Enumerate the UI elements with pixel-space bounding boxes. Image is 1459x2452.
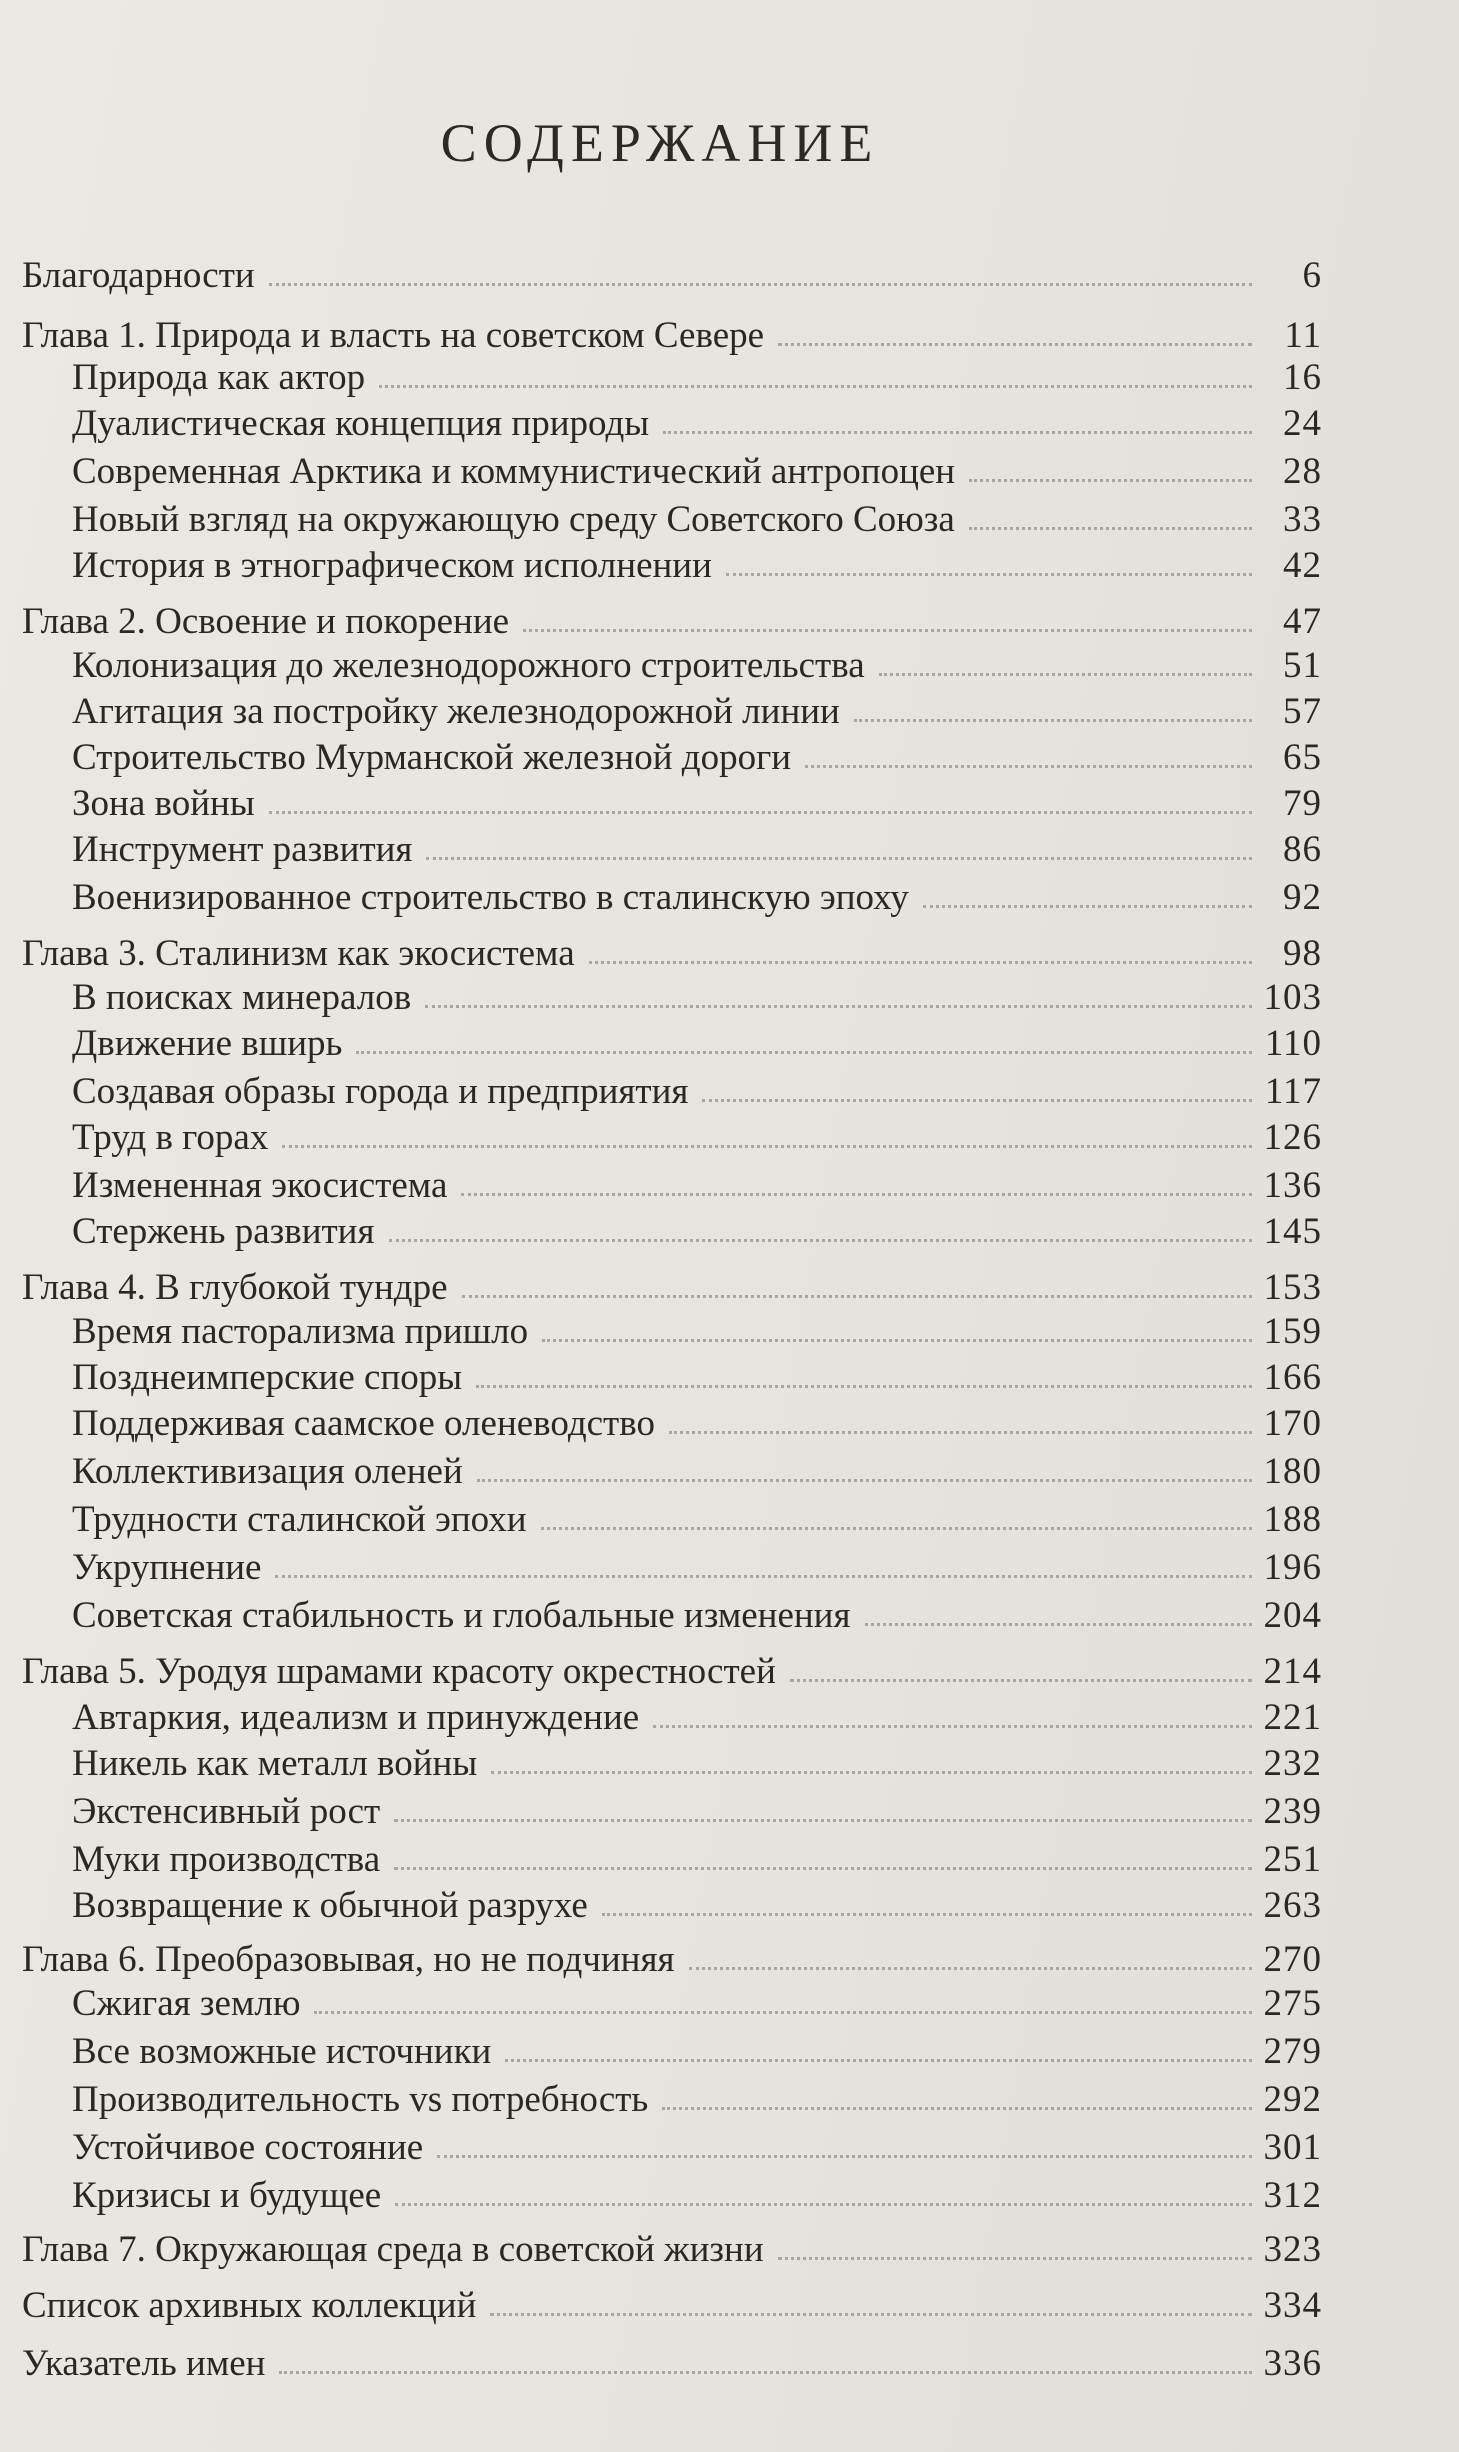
dot-leader bbox=[269, 811, 1252, 814]
toc-section-entry bbox=[22, 2122, 1322, 2170]
dot-leader bbox=[541, 1527, 1252, 1530]
toc-section-entry bbox=[22, 686, 1322, 734]
dot-leader bbox=[269, 283, 1252, 286]
toc-section-entry bbox=[22, 872, 1322, 920]
toc-page-number: 214 bbox=[1263, 1651, 1322, 1692]
dot-leader bbox=[477, 1479, 1252, 1482]
dot-leader bbox=[726, 573, 1252, 576]
toc-page-number: 11 bbox=[1284, 315, 1322, 356]
toc-section-entry bbox=[22, 778, 1322, 826]
dot-leader bbox=[790, 1679, 1252, 1682]
toc-entry-title: Дуалистическая концепция природы bbox=[72, 403, 650, 444]
dot-leader bbox=[395, 2203, 1252, 2206]
toc-page-number: 292 bbox=[1263, 2079, 1322, 2120]
toc-page-number: 334 bbox=[1263, 2285, 1322, 2326]
dot-leader bbox=[426, 857, 1252, 860]
toc-entry-title: Позднеимперские споры bbox=[72, 1357, 463, 1398]
toc-page-number: 79 bbox=[1283, 783, 1322, 824]
toc-page-number: 16 bbox=[1283, 357, 1322, 398]
toc-section-entry bbox=[22, 1590, 1322, 1638]
toc-page-number: 33 bbox=[1283, 499, 1322, 540]
toc-chapter-entry bbox=[22, 310, 1322, 358]
toc-entry-title: Возвращение к обычной разрухе bbox=[72, 1885, 588, 1926]
dot-leader bbox=[282, 1145, 1252, 1148]
dot-leader bbox=[437, 2155, 1252, 2158]
toc-section-entry bbox=[22, 1306, 1322, 1354]
toc-entry-title: Трудности сталинской эпохи bbox=[72, 1499, 527, 1540]
toc-section-entry bbox=[22, 1692, 1322, 1740]
toc-section-entry bbox=[22, 398, 1322, 446]
toc-section-entry bbox=[22, 1738, 1322, 1786]
dot-leader bbox=[314, 2011, 1252, 2014]
toc-entry-title: Коллективизация оленей bbox=[72, 1451, 463, 1492]
dot-leader bbox=[389, 1239, 1252, 1242]
toc-section-entry bbox=[22, 2074, 1322, 2122]
toc-entry-title: Зона войны bbox=[72, 783, 255, 824]
toc-page-number: 98 bbox=[1283, 933, 1322, 974]
toc-entry-title: Все возможные источники bbox=[72, 2031, 492, 2072]
toc-page-number: 251 bbox=[1263, 1839, 1322, 1880]
toc-section-entry bbox=[22, 732, 1322, 780]
toc-entry-title: Сжигая землю bbox=[72, 1983, 301, 2024]
toc-entry-title: Природа как актор bbox=[72, 357, 366, 398]
toc-entry-title: Стержень развития bbox=[72, 1211, 375, 1252]
toc-page-number: 42 bbox=[1283, 545, 1322, 586]
toc-page-number: 159 bbox=[1263, 1311, 1322, 1352]
dot-leader bbox=[969, 479, 1252, 482]
toc-page-number: 180 bbox=[1263, 1451, 1322, 1492]
toc-entry-title: Создавая образы города и предприятия bbox=[72, 1071, 689, 1112]
toc-entry-title: Указатель имен bbox=[22, 2343, 266, 2384]
dot-leader bbox=[505, 2059, 1252, 2062]
toc-entry-title: Инструмент развития bbox=[72, 829, 413, 870]
toc-section-entry bbox=[22, 1352, 1322, 1400]
toc-page-number: 153 bbox=[1263, 1267, 1322, 1308]
toc-entry-title: Укрупнение bbox=[72, 1547, 262, 1588]
dot-leader bbox=[969, 527, 1252, 530]
toc-section-entry bbox=[22, 1066, 1322, 1114]
toc-section-entry bbox=[22, 1206, 1322, 1254]
toc-entry-title: Военизированное строительство в сталинскую эпоху bbox=[72, 877, 909, 918]
toc-chapter-entry bbox=[22, 596, 1322, 644]
dot-leader bbox=[689, 1967, 1252, 1970]
toc-entry-title: Труд в горах bbox=[72, 1117, 269, 1158]
toc-section-entry bbox=[22, 1542, 1322, 1590]
toc-chapter-entry bbox=[22, 2280, 1322, 2328]
toc-page-number: 275 bbox=[1263, 1983, 1322, 2024]
toc-entry-title: Строительство Мурманской железной дороги bbox=[72, 737, 792, 778]
dot-leader bbox=[490, 2313, 1252, 2316]
toc-chapter-entry bbox=[22, 1262, 1322, 1310]
dot-leader bbox=[394, 1819, 1252, 1822]
toc-entry-title: Устойчивое состояние bbox=[72, 2127, 424, 2168]
toc-page-number: 145 bbox=[1263, 1211, 1322, 1252]
dot-leader bbox=[476, 1385, 1252, 1388]
dot-leader bbox=[394, 1867, 1252, 1870]
toc-page-number: 301 bbox=[1263, 2127, 1322, 2168]
toc-page-number: 65 bbox=[1283, 737, 1322, 778]
toc-page-number: 323 bbox=[1263, 2229, 1322, 2270]
toc-page-number: 188 bbox=[1263, 1499, 1322, 1540]
toc-section-entry bbox=[22, 1978, 1322, 2026]
toc-page-number: 196 bbox=[1263, 1547, 1322, 1588]
toc-entry-title: Измененная экосистема bbox=[72, 1165, 448, 1206]
dot-leader bbox=[523, 629, 1252, 632]
toc-entry-title: В поисках минералов bbox=[72, 977, 412, 1018]
dot-leader bbox=[542, 1339, 1252, 1342]
toc-section-entry bbox=[22, 1018, 1322, 1066]
toc-page-number: 239 bbox=[1263, 1791, 1322, 1832]
toc-entry-title: Современная Арктика и коммунистический антропоцен bbox=[72, 451, 956, 492]
dot-leader bbox=[356, 1051, 1252, 1054]
toc-entry-title: Благодарности bbox=[22, 255, 255, 296]
toc-section-entry bbox=[22, 1112, 1322, 1160]
toc-chapter-entry bbox=[22, 928, 1322, 976]
dot-leader bbox=[662, 2107, 1252, 2110]
toc-section-entry bbox=[22, 2170, 1322, 2218]
toc-page-number: 92 bbox=[1283, 877, 1322, 918]
dot-leader bbox=[379, 385, 1252, 388]
toc-section-entry bbox=[22, 1398, 1322, 1446]
dot-leader bbox=[923, 905, 1252, 908]
toc-section-entry bbox=[22, 1446, 1322, 1494]
dot-leader bbox=[865, 1623, 1253, 1626]
toc-page-number: 57 bbox=[1283, 691, 1322, 732]
toc-page-number: 279 bbox=[1263, 2031, 1322, 2072]
dot-leader bbox=[462, 1295, 1252, 1298]
toc-chapter-entry bbox=[22, 2224, 1322, 2272]
toc-page-number: 24 bbox=[1283, 403, 1322, 444]
dot-leader bbox=[669, 1431, 1252, 1434]
toc-entry-title: Глава 6. Преобразовывая, но не подчиняя bbox=[22, 1939, 675, 1980]
toc-page-number: 6 bbox=[1302, 255, 1322, 296]
toc-page-number: 232 bbox=[1263, 1743, 1322, 1784]
toc-section-entry bbox=[22, 446, 1322, 494]
toc-page-number: 126 bbox=[1263, 1117, 1322, 1158]
toc-section-entry bbox=[22, 1160, 1322, 1208]
dot-leader bbox=[275, 1575, 1252, 1578]
toc-section-entry bbox=[22, 1834, 1322, 1882]
toc-chapter-entry bbox=[22, 250, 1322, 298]
toc-entry-title: Кризисы и будущее bbox=[72, 2175, 382, 2216]
toc-section-entry bbox=[22, 972, 1322, 1020]
toc-page-number: 336 bbox=[1263, 2343, 1322, 2384]
toc-section-entry bbox=[22, 540, 1322, 588]
dot-leader bbox=[279, 2371, 1252, 2374]
toc-entry-title: Экстенсивный рост bbox=[72, 1791, 381, 1832]
toc-page-number: 86 bbox=[1283, 829, 1322, 870]
dot-leader bbox=[425, 1005, 1252, 1008]
dot-leader bbox=[491, 1771, 1252, 1774]
toc-entry-title: Глава 5. Уродуя шрамами красоту окрестностей bbox=[22, 1651, 776, 1692]
dot-leader bbox=[854, 719, 1252, 722]
toc-section-entry bbox=[22, 1494, 1322, 1542]
toc-section-entry bbox=[22, 640, 1322, 688]
toc-page-number: 170 bbox=[1263, 1403, 1322, 1444]
toc-page-number: 47 bbox=[1283, 601, 1322, 642]
toc-page-number: 51 bbox=[1283, 645, 1322, 686]
dot-leader bbox=[805, 765, 1252, 768]
toc-entry-title: Новый взгляд на окружающую среду Советского Союза bbox=[72, 499, 955, 540]
toc-page-number: 166 bbox=[1263, 1357, 1322, 1398]
toc-page-number: 28 bbox=[1283, 451, 1322, 492]
dot-leader bbox=[879, 673, 1252, 676]
toc-section-entry bbox=[22, 2026, 1322, 2074]
toc-entry-title: Время пасторализма пришло bbox=[72, 1311, 529, 1352]
toc-section-entry bbox=[22, 352, 1322, 400]
dot-leader bbox=[461, 1193, 1252, 1196]
toc-chapter-entry bbox=[22, 1934, 1322, 1982]
toc-entry-title: Поддерживая саамское оленеводство bbox=[72, 1403, 655, 1444]
toc-entry-title: Муки производства bbox=[72, 1839, 381, 1880]
dot-leader bbox=[602, 1913, 1252, 1916]
toc-entry-title: Агитация за постройку железнодорожной линии bbox=[72, 691, 840, 732]
toc-section-entry bbox=[22, 824, 1322, 872]
toc-entry-title: Глава 7. Окружающая среда в советской жизни bbox=[22, 2229, 764, 2270]
toc-entry-title: История в этнографическом исполнении bbox=[72, 545, 712, 586]
toc-entry-title: Производительность vs потребность bbox=[72, 2079, 649, 2120]
toc-entry-title: Никель как металл войны bbox=[72, 1743, 478, 1784]
toc-page-number: 221 bbox=[1263, 1697, 1322, 1738]
toc-entry-title: Колонизация до железнодорожного строительства bbox=[72, 645, 865, 686]
toc-page-number: 136 bbox=[1263, 1165, 1322, 1206]
toc-entry-title: Список архивных коллекций bbox=[22, 2285, 477, 2326]
toc-entry-title: Советская стабильность и глобальные изменения bbox=[72, 1595, 851, 1636]
toc-entry-title: Глава 4. В глубокой тундре bbox=[22, 1267, 448, 1308]
toc-page-number: 312 bbox=[1263, 2175, 1322, 2216]
toc-entry-title: Глава 3. Сталинизм как экосистема bbox=[22, 933, 575, 974]
toc-section-entry bbox=[22, 1880, 1322, 1928]
toc-chapter-entry bbox=[22, 2338, 1322, 2386]
toc-page-number: 270 bbox=[1263, 1939, 1322, 1980]
toc-entry-title: Глава 2. Освоение и покорение bbox=[22, 601, 510, 642]
toc-page-number: 117 bbox=[1264, 1071, 1322, 1112]
toc-page-number: 110 bbox=[1264, 1023, 1322, 1064]
dot-leader bbox=[702, 1099, 1252, 1102]
toc-page-number: 103 bbox=[1263, 977, 1322, 1018]
dot-leader bbox=[778, 343, 1252, 346]
toc-page-number: 204 bbox=[1263, 1595, 1322, 1636]
dot-leader bbox=[653, 1725, 1252, 1728]
toc-entry-title: Автаркия, идеализм и принуждение bbox=[72, 1697, 640, 1738]
toc-entry-title: Движение вширь bbox=[72, 1023, 343, 1064]
toc-page-number: 263 bbox=[1263, 1885, 1322, 1926]
toc-section-entry bbox=[22, 1786, 1322, 1834]
toc-entry-title: Глава 1. Природа и власть на советском Севере bbox=[22, 315, 765, 356]
dot-leader bbox=[589, 961, 1252, 964]
dot-leader bbox=[663, 431, 1252, 434]
toc-chapter-entry bbox=[22, 1646, 1322, 1694]
dot-leader bbox=[778, 2257, 1252, 2260]
page-title: СОДЕРЖАНИЕ bbox=[440, 113, 880, 173]
toc-section-entry bbox=[22, 494, 1322, 542]
